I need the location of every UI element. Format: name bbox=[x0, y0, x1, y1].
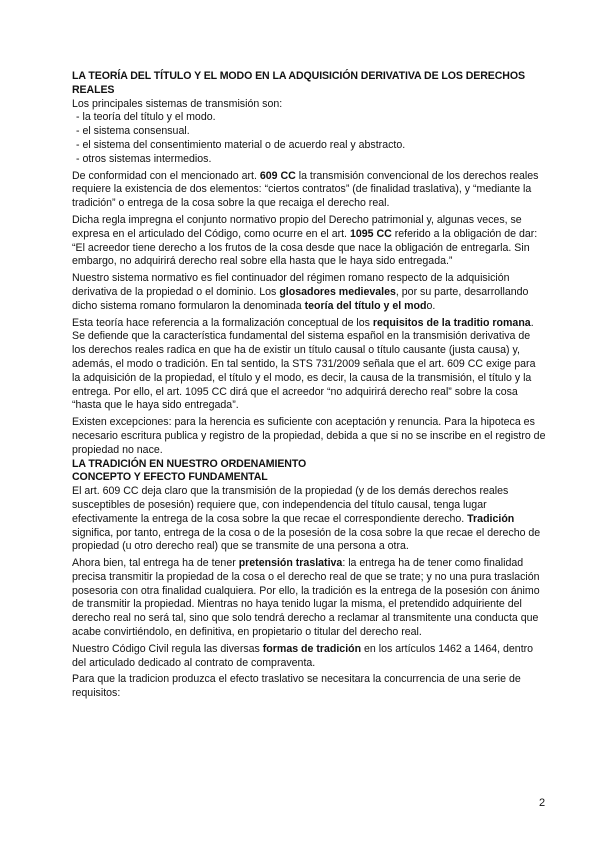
paragraph-tradition-definition: El art. 609 CC deja claro que la transmisión de la propiedad (y de los demás derechos reales susceptibles de posesión) requiere que, con independencia del título causal, tenga lugar efectivamente la entrega de la cosa sobre la que recae el correspondiente derecho. Tradición significa, por tanto, entrega de la cosa o de la posesión de la cosa sobre la que recae el derecho de propiedad (u otro derecho real) que se transmite de una persona a otra. bbox=[72, 485, 541, 553]
list-item: - la teoría del título y el modo. bbox=[76, 111, 216, 124]
heading-concept-effect: CONCEPTO Y EFECTO FUNDAMENTAL bbox=[72, 471, 268, 484]
list-item: - otros sistemas intermedios. bbox=[76, 152, 212, 165]
bold-term: 609 CC bbox=[259, 169, 296, 182]
transmission-systems-list bbox=[72, 111, 546, 166]
heading-tradition-ordinance: LA TRADICIÓN EN NUESTRO ORDENAMIENTO bbox=[72, 457, 307, 470]
intro-paragraph: Los principales sistemas de transmisión son: bbox=[72, 97, 283, 110]
bold-term: Tradición bbox=[467, 512, 515, 525]
page-content bbox=[72, 70, 546, 704]
paragraph-exceptions: Existen excepciones: para la herencia es suficiente con aceptación y renuncia. Para la hipoteca es necesario escritura publica y registro de la propiedad, debida a que si no se inscribe en el registro de propiedad no nace. bbox=[72, 416, 546, 456]
paragraph-translative-intent: Ahora bien, tal entrega ha de tener pretensión traslativa: la entrega ha de tener como finalidad precisa transmitir la propiedad de la cosa o el derecho real de que se trate; y no una pura traslación posesoria con otra finalidad cualquiera. Por ello, la tradición es la entrega de la posesión con ánimo de transmitir la propiedad. Mientras no haya tenido lugar la misma, el pretendido adquiriente del derecho real no será tal, sino que solo tendrá derecho a reclamar al transmitente una conducta que acabe convirtiéndolo, en definitiva, en propietario o titular del derecho real. bbox=[72, 557, 540, 639]
paragraph-requirements: Para que la tradicion produzca el efecto traslativo se necesitara la concurrencia de una serie de requisitos: bbox=[72, 673, 521, 700]
paragraph-roman-regime: Nuestro sistema normativo es fiel continuador del régimen romano respecto de la adquisición derivativa de la propiedad o el dominio. Los glosadores medievales, por su parte, desarrollando dicho sistema romano formularon la denominada teoría del título y el modo. bbox=[72, 272, 529, 312]
paragraph-forms-of-tradition: Nuestro Código Civil regula las diversas formas de tradición en los artículos 1462 a 1464, dentro del articulado dedicado al contrato de compraventa. bbox=[72, 642, 534, 669]
bold-term: glosadores medievales bbox=[279, 285, 396, 298]
paragraph-art-609: De conformidad con el mencionado art. 609 CC la transmisión convencional de los derechos reales requiere la existencia de dos elementos: “ciertos contratos” (de finalidad traslativa), y “mediante la tradición” o entrega de la cosa sobre la que recaiga el derecho real. bbox=[72, 169, 539, 210]
heading-title-theory: LA TEORÍA DEL TÍTULO Y EL MODO EN LA ADQUISICIÓN DERIVATIVA DE LOS DERECHOS REALES bbox=[72, 70, 525, 96]
bold-term: 1095 CC bbox=[349, 227, 392, 240]
paragraph-art-1095: Dicha regla impregna el conjunto normativo propio del Derecho patrimonial y, algunas veces, se expresa en el articulado del Código, como ocurre en el art. 1095 CC referido a la obligación de dar: “El acreedor tiene derecho a los frutos de la cosa desde que nace la obligación de entregarla. Sin embargo, no adquirirá derecho real sobre ella hasta que le haya sido entregada.” bbox=[72, 213, 538, 268]
bold-term: pretensión traslativa bbox=[238, 557, 343, 570]
bold-term: requisitos de la traditio romana bbox=[372, 316, 531, 329]
paragraph-traditio-romana: Esta teoría hace referencia a la formalización conceptual de los requisitos de la traditio romana. Se defiende que la característica fundamental del sistema español en la transmisión derivativa de los derechos reales radica en que ha de existir un título causal o título causante (justa causa) y, además, el modo o tradición. En tal sentido, la STS 731/2009 señala que el art. 609 CC exige para la adquisición de la propiedad, el título y el modo, es decir, la causa de la transmisión, el título y la entrega. Por ello, el art. 1095 CC dirá que el acreedor “no adquirirá derecho real” sobre la cosa “hasta que le haya sido entregada”. bbox=[72, 316, 536, 412]
bold-term: formas de tradición bbox=[262, 642, 362, 655]
bold-term: teoría del título y el mod bbox=[304, 299, 427, 312]
list-item: - el sistema consensual. bbox=[76, 125, 190, 138]
page-number: 2 bbox=[539, 797, 546, 809]
list-item: - el sistema del consentimiento material o de acuerdo real y abstracto. bbox=[76, 138, 406, 151]
